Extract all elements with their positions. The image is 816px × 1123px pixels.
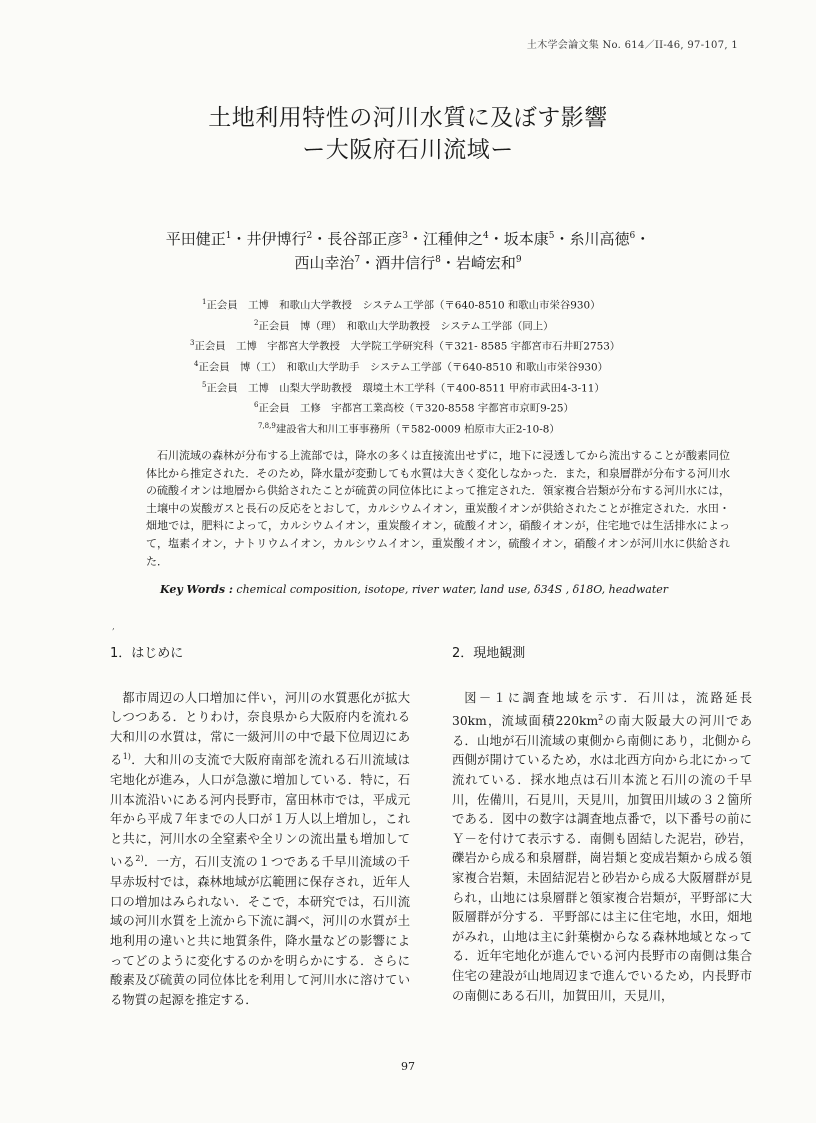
author-line-2: 西山幸治$^7$・酒井信行$^8$・岩崎宏和$^9$: [294, 254, 522, 272]
column-left: [110, 644, 410, 1010]
author-list: [0, 226, 816, 274]
affiliation: $^5$正会員 工博 山梨大学助教授 環境土木工学科（〒400-8511 甲府市武田4-3-11）: [202, 380, 605, 395]
introduction-paragraph: 都市周辺の人口増加に伴い，河川の水質悪化が拡大しつつある．とりわけ，奈良県から大阪府内を流れる大和川の水質は，常に一級河川の中で最下位周辺にある$^{1)}$．大和川の支流で大阪府南部を流れる石川流域は宅地化が進み，人口が急激に増加している．特に，石川本流沿いにある河内長野市，富田林市では，平成元年から平成７年までの人口が１万人以上増加し，これと共に，河川水の全窒素や全リンの流出量も増加している$^{2)}$．一方，石川支流の１つである千早川流域の千早赤坂村では，森林地域が広範囲に保存され，近年人口の増加はみられない．そこで，本研究では，石川流域の河川水質を上流から下流に調べ，河川の水質が土地利用の違いと共に地質条件，降水量などの影響によってどのように変化するのかを明らかにする．さらに酸素及び硫黄の同位体比を利用して河川水に溶けている物質の起源を推定する．: [110, 690, 410, 1007]
section-heading-introduction: 1．はじめに: [110, 646, 184, 661]
author: 酒井信行$^8$: [375, 254, 441, 272]
journal-reference: 土木学会論文集 No. 614／II-46, 97-107, 1: [526, 40, 738, 51]
affiliation-list: [150, 294, 706, 439]
author-line-1: 平田健正$^1$・井伊博行$^2$・長谷部正彦$^3$・江種伸之$^4$・坂本康$^5$・糸川高徳$^6$・: [165, 230, 651, 248]
affiliation: $^3$正会員 工博 宇都宮大学教授 大学院工学研究科（〒321- 8585 宇都宮市石井町2753）: [190, 339, 621, 353]
corner-mark: ,: [112, 622, 115, 632]
author: 岩崎宏和$^9$: [455, 254, 522, 272]
affiliation: $^1$正会員 工博 和歌山大学教授 システム工学部（〒640-8510 和歌山市栄谷930）: [202, 298, 601, 312]
page-number: 97: [401, 1060, 415, 1073]
author: 井伊博行$^2$: [246, 230, 313, 248]
paper-subtitle: ー大阪府石川流域ー: [302, 137, 514, 163]
keywords-label: Key Words :: [160, 583, 233, 596]
author: 坂本康$^5$: [503, 230, 555, 248]
affiliation: $^4$正会員 博（工） 和歌山大学助手 システム工学部（〒640-8510 和歌山市栄谷930）: [194, 360, 609, 374]
abstract: 石川流域の森林が分布する上流部では，降水の多くは直接流出せずに，地下に浸透してから流出することが酸素同位体比から推定された．そのため，降水量が変動しても水質は大きく変化しなかった．また，和泉層群が分布する河川水の硫酸イオンは地層から供給されたことが硫黄の同位体比によって推定された．領家複合岩類が分布する河川水には，土壌中の炭酸ガスと長石の反応をとおして，カルシウムイオン，重炭酸イオンが供給されたことが推定された．水田・畑地では，肥料によって，カルシウムイオン，重炭酸イオン，硫酸イオン，硝酸イオンが，住宅地では生活排水によって，塩素イオン，ナトリウムイオン，カルシウムイオン，重炭酸イオン，硫酸イオン，硝酸イオンが河川水に供給された．: [146, 449, 730, 568]
section-heading-field-observation: 2．現地観測: [452, 646, 526, 661]
affiliation: $^6$正会員 工修 宇都宮工業高校（〒320-8558 宇都宮市京町9-25）: [254, 401, 574, 415]
paper-title: 土地利用特性の河川水質に及ぼす影響: [208, 105, 608, 131]
author: 西山幸治$^7$: [294, 254, 361, 272]
author: 長谷部正彦$^3$: [327, 230, 408, 248]
keywords-text: chemical composition, isotope, river water, land use, δ34S , δ18O, headwater: [236, 583, 669, 596]
title-block: [0, 102, 816, 166]
author: 平田健正$^1$: [165, 230, 232, 248]
keywords: [160, 583, 756, 596]
author: 糸川高徳$^6$: [569, 230, 636, 248]
affiliation: $^2$正会員 博（理） 和歌山大学助教授 システム工学部（同上）: [254, 318, 554, 333]
observation-paragraph: 図－１に調査地域を示す．石川は，流路延長30km，流域面積$220km^2$の南大阪最大の河川である．山地が石川流域の東側から南側にあり，北側から西側が開けているため，水は北西方向から北にかって流れている．採水地点は石川本流と石川の流の千早川，佐備川，石見川，天見川，加賀田川域の３２箇所である．図中の数字は調査地点番で，以下番号の前にＹ－を付けて表示する．南側も固結した泥岩，砂岩，礫岩から成る和泉層群，崗岩類と変成岩類から成る領家複合岩類，未固結泥岩と砂岩から成る大阪層群が見られ，山地には泉層群と領家複合岩類が，平野部に大阪層群が分する．平野部には主に住宅地，水田，畑地がみれ，山地は主に針葉樹からなる森林地域となってる．近年宅地化が進んでいる河内長野市の南側は集合住宅の建設が山地周辺まで進んでいるため，内長野市の南側にある石川，加賀田川，天見川，: [452, 690, 752, 1003]
affiliation: $^{7,8,9}$建設省大和川工事事務所（〒582-0009 柏原市大正2-10-8）: [258, 422, 560, 436]
column-right: [452, 644, 752, 1006]
author: 江種伸之$^4$: [423, 230, 489, 248]
